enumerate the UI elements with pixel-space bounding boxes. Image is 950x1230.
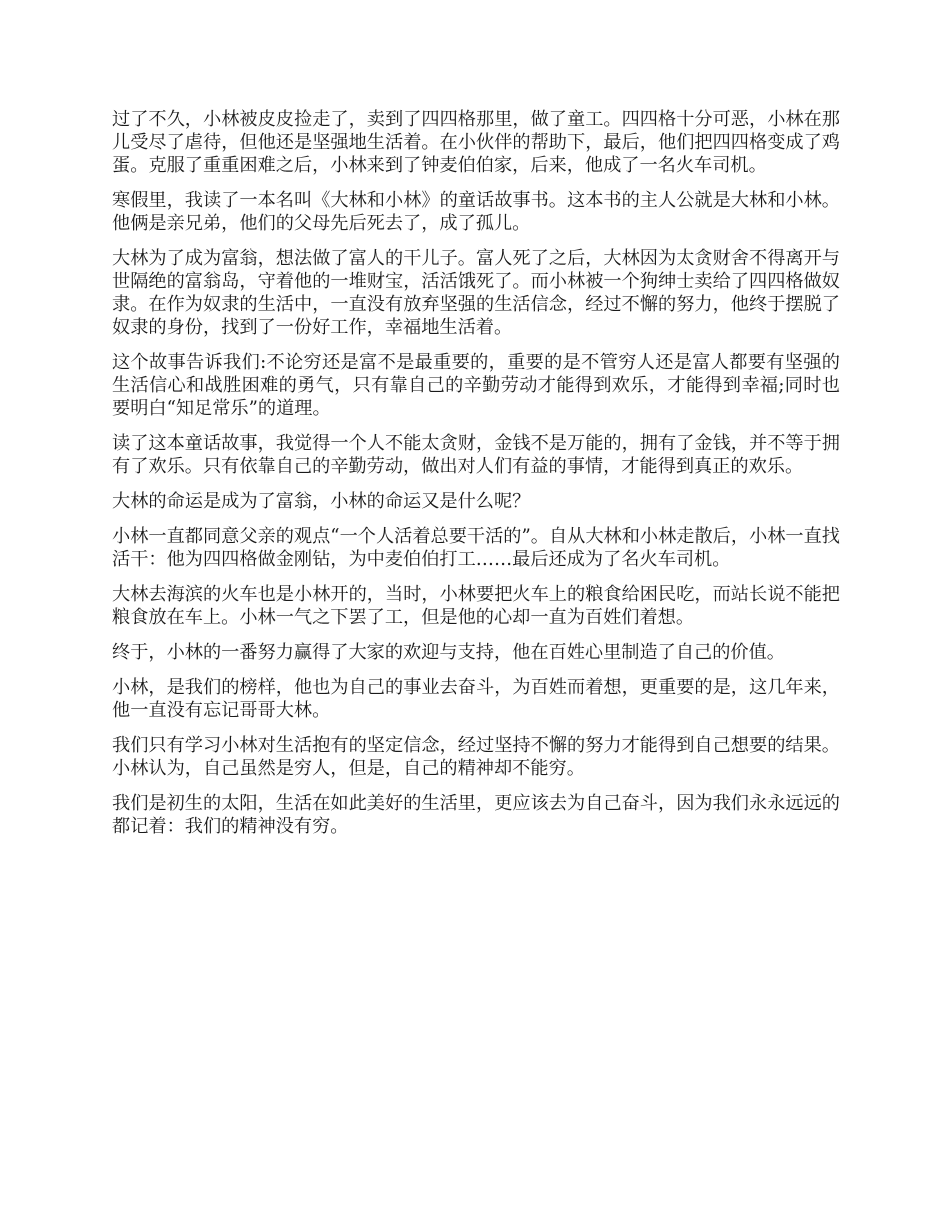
document-body	[112, 108, 840, 850]
paragraph: 寒假里，我读了一本名叫《大林和小林》的童话故事书。这本书的主人公就是大林和小林。他俩是亲兄弟，他们的父母先后死去了，成了孤儿。	[112, 190, 840, 234]
paragraph: 我们只有学习小林对生活抱有的坚定信念，经过坚持不懈的努力才能得到自己想要的结果。小林认为，自己虽然是穷人，但是，自己的精神却不能穷。	[112, 735, 840, 779]
paragraph: 小林一直都同意父亲的观点“一个人活着总要干活的”。自从大林和小林走散后，小林一直找活干：他为四四格做金刚钻，为中麦伯伯打工……最后还成为了名火车司机。	[112, 526, 840, 570]
paragraph: 大林去海滨的火车也是小林开的，当时，小林要把火车上的粮食给困民吃，而站长说不能把粮食放在车上。小林一气之下罢了工，但是他的心却一直为百姓们着想。	[112, 584, 840, 628]
paragraph: 大林为了成为富翁，想法做了富人的干儿子。富人死了之后，大林因为太贪财舍不得离开与世隔绝的富翁岛，守着他的一堆财宝，活活饿死了。而小林被一个狗绅士卖给了四四格做奴隶。在作为奴隶的生活中，一直没有放弃坚强的生活信念，经过不懈的努力，他终于摆脱了奴隶的身份，找到了一份好工作，幸福地生活着。	[112, 248, 840, 338]
paragraph: 过了不久，小林被皮皮捡走了，卖到了四四格那里，做了童工。四四格十分可恶，小林在那儿受尽了虐待，但他还是坚强地生活着。在小伙伴的帮助下，最后，他们把四四格变成了鸡蛋。克服了重重困难之后，小林来到了钟麦伯伯家，后来，他成了一名火车司机。	[112, 109, 840, 176]
paragraph: 我们是初生的太阳，生活在如此美好的生活里，更应该去为自己奋斗，因为我们永永远远的都记着：我们的精神没有穷。	[112, 793, 840, 837]
paragraph: 这个故事告诉我们:不论穷还是富不是最重要的，重要的是不管穷人还是富人都要有坚强的生活信心和战胜困难的勇气，只有靠自己的辛勤劳动才能得到欢乐，才能得到幸福;同时也要明白“知足常乐”的道理。	[112, 352, 840, 419]
paragraph: 终于，小林的一番努力赢得了大家的欢迎与支持，他在百姓心里制造了自己的价值。	[112, 642, 785, 663]
paragraph: 读了这本童话故事，我觉得一个人不能太贪财，金钱不是万能的，拥有了金钱，并不等于拥有了欢乐。只有依靠自己的辛勤劳动，做出对人们有益的事情，才能得到真正的欢乐。	[112, 433, 840, 477]
paragraph: 大林的命运是成为了富翁，小林的命运又是什么呢？	[112, 491, 531, 512]
paragraph: 小林，是我们的榜样，他也为自己的事业去奋斗，为百姓而着想，更重要的是，这几年来，他一直没有忘记哥哥大林。	[112, 677, 840, 721]
